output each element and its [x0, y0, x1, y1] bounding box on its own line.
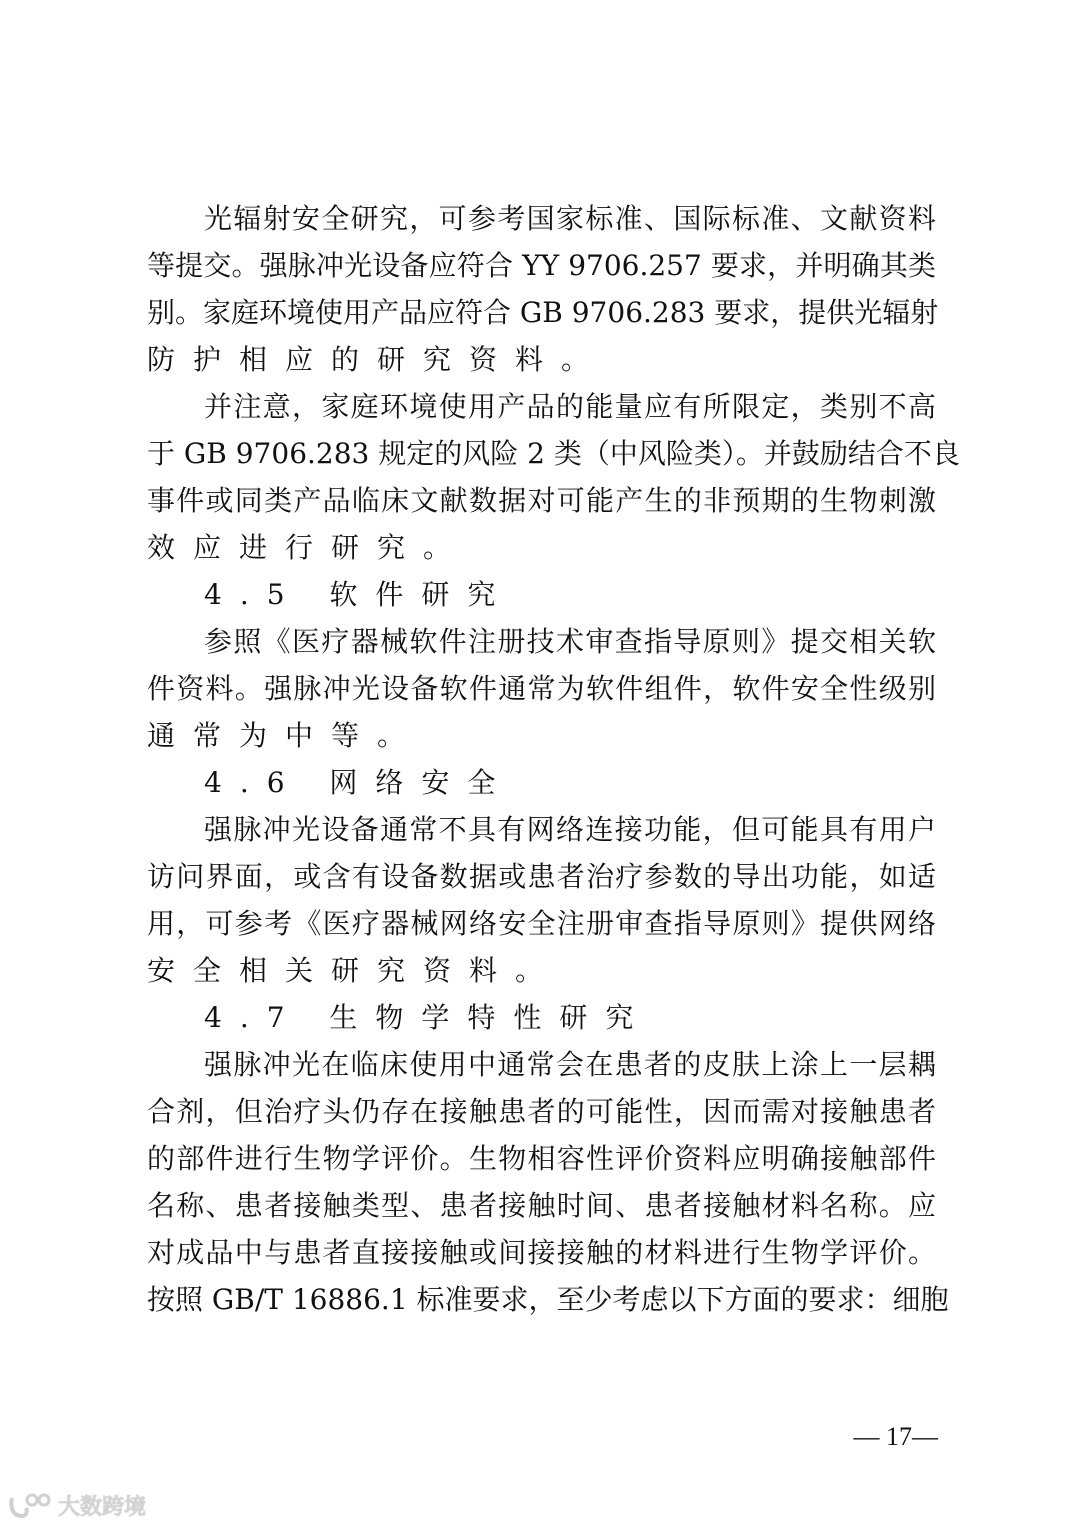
text-line: 的部件进行生物学评价。生物相容性评价资料应明确接触部件	[147, 1142, 936, 1175]
section-heading: 4.6 网络安全	[204, 766, 514, 799]
text-line: 件资料。强脉冲光设备软件通常为软件组件，软件安全性级别	[147, 672, 936, 705]
document-body	[147, 195, 960, 1323]
text-line: 安全相关研究资料。	[147, 954, 562, 987]
watermark-text: 大数跨境	[58, 1495, 147, 1520]
text-line: 光辐射安全研究，可参考国家标准、国际标准、文献资料	[204, 202, 936, 235]
watermark	[8, 1490, 146, 1521]
text-line: 强脉冲光设备通常不具有网络连接功能，但可能具有用户	[204, 813, 936, 846]
text-line: 通常为中等。	[147, 719, 424, 752]
text-line: 别。家庭环境使用产品应符合 GB 9706.283 要求，提供光辐射	[147, 296, 939, 329]
text-line: 并注意，家庭环境使用产品的能量应有所限定，类别不高	[204, 390, 936, 423]
text-line: 访问界面，或含有设备数据或患者治疗参数的导出功能，如适	[147, 860, 936, 893]
text-line: 强脉冲光在临床使用中通常会在患者的皮肤上涂上一层耦	[204, 1048, 936, 1081]
text-line: 对成品中与患者直接接触或间接接触的材料进行生物学评价。	[147, 1236, 936, 1269]
text-line: 用，可参考《医疗器械网络安全注册审查指导原则》提供网络	[147, 907, 936, 940]
text-line: 效应进行研究。	[147, 531, 470, 564]
section-heading: 4.7 生物学特性研究	[204, 1001, 652, 1034]
text-line: 参照《医疗器械软件注册技术审查指导原则》提交相关软	[204, 625, 936, 658]
text-line: 事件或同类产品临床文献数据对可能产生的非预期的生物刺激	[147, 484, 936, 517]
text-line: 防护相应的研究资料。	[147, 343, 608, 376]
text-line: 于 GB 9706.283 规定的风险 2 类（中风险类）。并鼓励结合不良	[147, 437, 960, 470]
section-heading: 4.5 软件研究	[204, 578, 514, 611]
text-line: 合剂，但治疗头仍存在接触患者的可能性，因而需对接触患者	[147, 1095, 936, 1128]
text-line: 名称、患者接触类型、患者接触时间、患者接触材料名称。应	[147, 1189, 936, 1222]
text-line: 等提交。强脉冲光设备应符合 YY 9706.257 要求，并明确其类	[147, 249, 936, 282]
watermark-logo-icon	[8, 1492, 52, 1520]
text-line: 按照 GB/T 16886.1 标准要求，至少考虑以下方面的要求：细胞	[147, 1283, 949, 1316]
page-number: — 17—	[853, 1422, 938, 1451]
